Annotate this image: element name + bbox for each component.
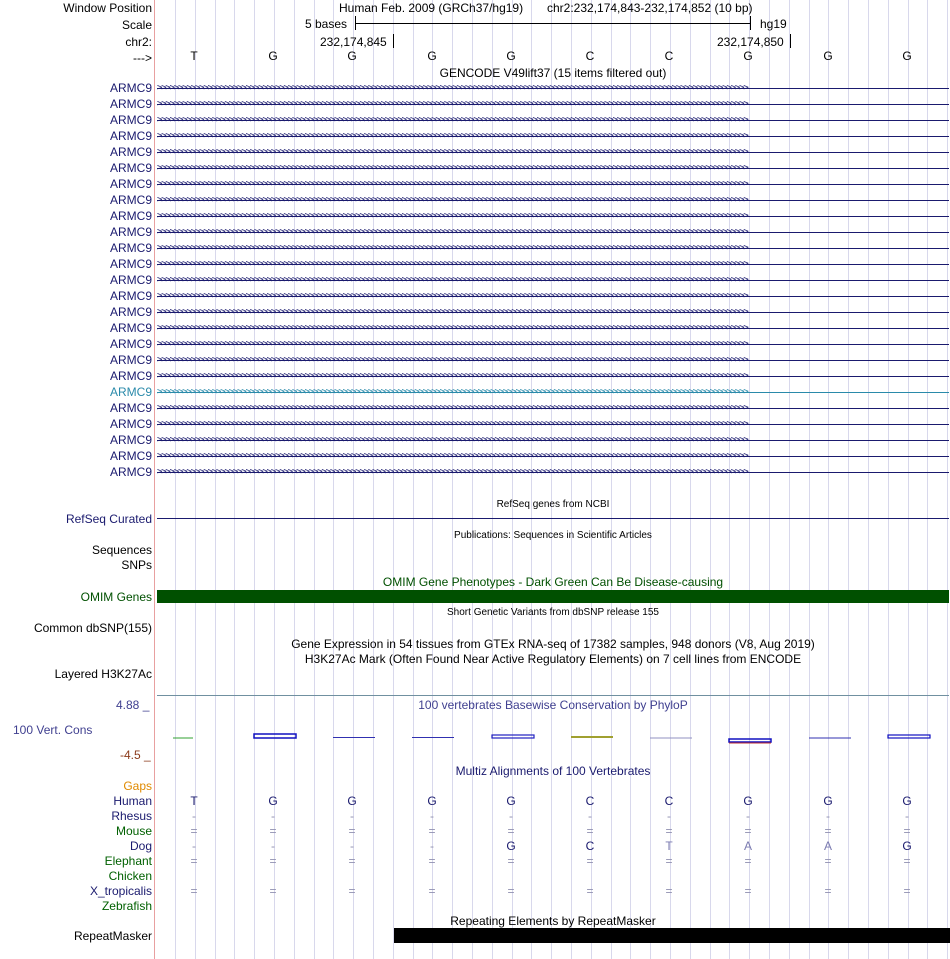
multiz-base: = <box>190 884 198 898</box>
multiz-base: - <box>271 809 275 823</box>
gencode-item-label[interactable]: ARMC9 <box>109 385 152 399</box>
multiz-species-label[interactable]: Gaps <box>123 779 152 793</box>
multiz-species-label[interactable]: Chicken <box>108 869 152 883</box>
phylop-mark-5 <box>492 735 534 738</box>
grid-line <box>769 0 770 959</box>
gencode-strand-arrows: >>>>>>>>>>>>>>>>>>>>>>>>>>>>>>>>>>>>>>>>>>>>>>>>>>>>>>>>>>>>>>>>>>>>>>>>>>>>>>>>>>>>>>>>>>>>>>>>>>>>>>>>>>>>>>>>>>>>>>>>>>>>>>>>>>>>>>>>>>>> <box>157 276 748 285</box>
multiz-base: = <box>665 854 673 868</box>
multiz-base: - <box>192 839 196 853</box>
gencode-item-label[interactable]: ARMC9 <box>109 161 152 175</box>
grid-line <box>947 0 948 959</box>
multiz-base: G <box>347 794 357 808</box>
gencode-item-label[interactable]: ARMC9 <box>109 273 152 287</box>
scale-bar-right-tick <box>750 16 751 30</box>
publications-title[interactable]: Publications: Sequences in Scientific Articles <box>454 530 652 541</box>
multiz-base: = <box>586 884 594 898</box>
grid-line <box>789 0 790 959</box>
multiz-base: - <box>667 809 671 823</box>
multiz-base: G <box>427 794 437 808</box>
gencode-strand-arrows: >>>>>>>>>>>>>>>>>>>>>>>>>>>>>>>>>>>>>>>>>>>>>>>>>>>>>>>>>>>>>>>>>>>>>>>>>>>>>>>>>>>>>>>>>>>>>>>>>>>>>>>>>>>>>>>>>>>>>>>>>>>>>>>>>>>>>>>>>>>> <box>157 116 748 125</box>
grid-line <box>234 0 235 959</box>
refseq-line[interactable] <box>157 518 949 519</box>
assembly-text: Human Feb. 2009 (GRCh37/hg19) <box>339 1 524 15</box>
multiz-base: = <box>190 824 198 838</box>
scale-text: 5 bases <box>305 17 348 31</box>
multiz-species-label[interactable]: X_tropicalis <box>89 884 152 898</box>
multiz-base: G <box>268 794 278 808</box>
gencode-strand-arrows: >>>>>>>>>>>>>>>>>>>>>>>>>>>>>>>>>>>>>>>>>>>>>>>>>>>>>>>>>>>>>>>>>>>>>>>>>>>>>>>>>>>>>>>>>>>>>>>>>>>>>>>>>>>>>>>>>>>>>>>>>>>>>>>>>>>>>>>>>>>> <box>157 292 748 301</box>
gencode-strand-arrows: >>>>>>>>>>>>>>>>>>>>>>>>>>>>>>>>>>>>>>>>>>>>>>>>>>>>>>>>>>>>>>>>>>>>>>>>>>>>>>>>>>>>>>>>>>>>>>>>>>>>>>>>>>>>>>>>>>>>>>>>>>>>>>>>>>>>>>>>>>>> <box>157 84 748 93</box>
multiz-base: A <box>823 839 832 853</box>
gencode-strand-arrows: >>>>>>>>>>>>>>>>>>>>>>>>>>>>>>>>>>>>>>>>>>>>>>>>>>>>>>>>>>>>>>>>>>>>>>>>>>>>>>>>>>>>>>>>>>>>>>>>>>>>>>>>>>>>>>>>>>>>>>>>>>>>>>>>>>>>>>>>>>>> <box>157 340 748 349</box>
refseq-title[interactable]: RefSeq genes from NCBI <box>496 499 610 510</box>
multiz-base: = <box>269 824 277 838</box>
grid-line <box>927 0 928 959</box>
pos-left-tick <box>393 34 394 48</box>
grid-line <box>650 0 651 959</box>
multiz-base: - <box>588 809 592 823</box>
multiz-base: G <box>506 794 516 808</box>
grid-line <box>611 0 612 959</box>
multiz-base: = <box>507 884 515 898</box>
multiz-base: = <box>744 824 752 838</box>
multiz-base: = <box>348 884 356 898</box>
multiz-base: G <box>743 794 753 808</box>
grid-line <box>472 0 473 959</box>
grid-line <box>809 0 810 959</box>
pos-right-text: 232,174,850 <box>717 35 784 49</box>
grid-line <box>729 0 730 959</box>
multiz-base: = <box>269 884 277 898</box>
dbsnp-title[interactable]: Short Genetic Variants from dbSNP release 155 <box>447 607 659 618</box>
multiz-base: = <box>586 854 594 868</box>
base-letter: G <box>902 49 912 63</box>
gencode-item-label[interactable]: ARMC9 <box>109 97 152 111</box>
gencode-item-label[interactable]: ARMC9 <box>109 305 152 319</box>
multiz-base: - <box>826 809 830 823</box>
scale-label: Scale <box>121 18 152 32</box>
gencode-item-label[interactable]: ARMC9 <box>109 289 152 303</box>
grid-line <box>690 0 691 959</box>
grid-line <box>868 0 869 959</box>
gencode-strand-arrows: >>>>>>>>>>>>>>>>>>>>>>>>>>>>>>>>>>>>>>>>>>>>>>>>>>>>>>>>>>>>>>>>>>>>>>>>>>>>>>>>>>>>>>>>>>>>>>>>>>>>>>>>>>>>>>>>>>>>>>>>>>>>>>>>>>>>>>>>>>>> <box>157 356 748 365</box>
gencode-strand-arrows: >>>>>>>>>>>>>>>>>>>>>>>>>>>>>>>>>>>>>>>>>>>>>>>>>>>>>>>>>>>>>>>>>>>>>>>>>>>>>>>>>>>>>>>>>>>>>>>>>>>>>>>>>>>>>>>>>>>>>>>>>>>>>>>>>>>>>>>>>>>> <box>157 308 748 317</box>
gencode-strand-arrows: >>>>>>>>>>>>>>>>>>>>>>>>>>>>>>>>>>>>>>>>>>>>>>>>>>>>>>>>>>>>>>>>>>>>>>>>>>>>>>>>>>>>>>>>>>>>>>>>>>>>>>>>>>>>>>>>>>>>>>>>>>>>>>>>>>>>>>>>>>>> <box>157 196 748 205</box>
grid-line <box>393 0 394 959</box>
gencode-item-label[interactable]: ARMC9 <box>109 337 152 351</box>
gencode-strand-arrows: >>>>>>>>>>>>>>>>>>>>>>>>>>>>>>>>>>>>>>>>>>>>>>>>>>>>>>>>>>>>>>>>>>>>>>>>>>>>>>>>>>>>>>>>>>>>>>>>>>>>>>>>>>>>>>>>>>>>>>>>>>>>>>>>>>>>>>>>>>>> <box>157 452 748 461</box>
multiz-species-label[interactable]: Human <box>113 794 152 808</box>
grid-line <box>294 0 295 959</box>
multiz-base: = <box>903 884 911 898</box>
gencode-item-label[interactable]: ARMC9 <box>109 257 152 271</box>
gencode-strand-arrows: >>>>>>>>>>>>>>>>>>>>>>>>>>>>>>>>>>>>>>>>>>>>>>>>>>>>>>>>>>>>>>>>>>>>>>>>>>>>>>>>>>>>>>>>>>>>>>>>>>>>>>>>>>>>>>>>>>>>>>>>>>>>>>>>>>>>>>>>>>>> <box>157 132 748 141</box>
multiz-base: = <box>428 854 436 868</box>
gtex-title[interactable]: Gene Expression in 54 tissues from GTEx RNA-seq of 17382 samples, 948 donors (V8, Aug 2019) <box>291 637 815 651</box>
multiz-base: - <box>430 839 434 853</box>
phylop-title[interactable]: 100 vertebrates Basewise Conservation by PhyloP <box>418 698 688 712</box>
gencode-item-label[interactable]: ARMC9 <box>109 81 152 95</box>
base-letter: C <box>585 49 595 63</box>
grid-line <box>373 0 374 959</box>
multiz-species-label[interactable]: Zebrafish <box>101 899 152 913</box>
gencode-item-label[interactable]: ARMC9 <box>109 417 152 431</box>
gencode-strand-arrows: >>>>>>>>>>>>>>>>>>>>>>>>>>>>>>>>>>>>>>>>>>>>>>>>>>>>>>>>>>>>>>>>>>>>>>>>>>>>>>>>>>>>>>>>>>>>>>>>>>>>>>>>>>>>>>>>>>>>>>>>>>>>>>>>>>>>>>>>>>>> <box>157 244 748 253</box>
pos-left-text: 232,174,845 <box>320 35 387 49</box>
grid-line <box>413 0 414 959</box>
multiz-base: = <box>190 854 198 868</box>
grid-line <box>710 0 711 959</box>
grid-line <box>571 0 572 959</box>
multiz-base: - <box>350 809 354 823</box>
gencode-strand-arrows: >>>>>>>>>>>>>>>>>>>>>>>>>>>>>>>>>>>>>>>>>>>>>>>>>>>>>>>>>>>>>>>>>>>>>>>>>>>>>>>>>>>>>>>>>>>>>>>>>>>>>>>>>>>>>>>>>>>>>>>>>>>>>>>>>>>>>>>>>>>> <box>157 468 748 477</box>
gencode-item-label[interactable]: ARMC9 <box>109 129 152 143</box>
repeatmasker-title[interactable]: Repeating Elements by RepeatMasker <box>450 914 656 928</box>
gencode-item-label[interactable]: ARMC9 <box>109 193 152 207</box>
scale-bar <box>355 23 750 24</box>
gencode-strand-arrows: >>>>>>>>>>>>>>>>>>>>>>>>>>>>>>>>>>>>>>>>>>>>>>>>>>>>>>>>>>>>>>>>>>>>>>>>>>>>>>>>>>>>>>>>>>>>>>>>>>>>>>>>>>>>>>>>>>>>>>>>>>>>>>>>>>>>>>>>>>>> <box>157 388 748 397</box>
gencode-item-label[interactable]: ARMC9 <box>109 241 152 255</box>
h3k27ac-baseline <box>157 695 949 696</box>
multiz-base: T <box>190 794 198 808</box>
label-separator <box>154 0 155 959</box>
multiz-species-label[interactable]: Mouse <box>115 824 152 838</box>
gencode-item-label[interactable]: ARMC9 <box>109 145 152 159</box>
refseq-label[interactable]: RefSeq Curated <box>65 512 152 526</box>
gencode-title[interactable]: GENCODE V49lift37 (15 items filtered out) <box>439 66 667 80</box>
gencode-strand-arrows: >>>>>>>>>>>>>>>>>>>>>>>>>>>>>>>>>>>>>>>>>>>>>>>>>>>>>>>>>>>>>>>>>>>>>>>>>>>>>>>>>>>>>>>>>>>>>>>>>>>>>>>>>>>>>>>>>>>>>>>>>>>>>>>>>>>>>>>>>>>> <box>157 228 748 237</box>
gencode-item-label[interactable]: ARMC9 <box>109 113 152 127</box>
multiz-base: = <box>665 824 673 838</box>
phylop-mark-2 <box>254 734 296 738</box>
gencode-strand-arrows: >>>>>>>>>>>>>>>>>>>>>>>>>>>>>>>>>>>>>>>>>>>>>>>>>>>>>>>>>>>>>>>>>>>>>>>>>>>>>>>>>>>>>>>>>>>>>>>>>>>>>>>>>>>>>>>>>>>>>>>>>>>>>>>>>>>>>>>>>>>> <box>157 212 748 221</box>
grid-line <box>492 0 493 959</box>
multiz-base: = <box>507 824 515 838</box>
snps-label[interactable]: SNPs <box>121 558 152 572</box>
multiz-base: - <box>905 809 909 823</box>
dbsnp-label[interactable]: Common dbSNP(155) <box>33 621 152 635</box>
gencode-item-label[interactable]: ARMC9 <box>109 369 152 383</box>
scale-db: hg19 <box>760 17 787 31</box>
multiz-base: = <box>428 824 436 838</box>
multiz-species-label[interactable]: Rhesus <box>111 809 152 823</box>
gencode-strand-arrows: >>>>>>>>>>>>>>>>>>>>>>>>>>>>>>>>>>>>>>>>>>>>>>>>>>>>>>>>>>>>>>>>>>>>>>>>>>>>>>>>>>>>>>>>>>>>>>>>>>>>>>>>>>>>>>>>>>>>>>>>>>>>>>>>>>>>>>>>>>>> <box>157 260 748 269</box>
base-letter: G <box>506 49 516 63</box>
gencode-strand-arrows: >>>>>>>>>>>>>>>>>>>>>>>>>>>>>>>>>>>>>>>>>>>>>>>>>>>>>>>>>>>>>>>>>>>>>>>>>>>>>>>>>>>>>>>>>>>>>>>>>>>>>>>>>>>>>>>>>>>>>>>>>>>>>>>>>>>>>>>>>>>> <box>157 164 748 173</box>
multiz-base: - <box>430 809 434 823</box>
chrom-label: chr2: <box>125 35 152 49</box>
h3k27ac-title[interactable]: H3K27Ac Mark (Often Found Near Active Regulatory Elements) on 7 cell lines from ENCODE <box>304 652 802 666</box>
multiz-base: = <box>665 884 673 898</box>
grid-line <box>175 0 176 959</box>
gencode-item-label[interactable]: ARMC9 <box>109 401 152 415</box>
gencode-item-label[interactable]: ARMC9 <box>109 465 152 479</box>
gencode-item-label[interactable]: ARMC9 <box>109 321 152 335</box>
phylop-mark-8 <box>729 739 771 742</box>
position-text[interactable]: chr2:232,174,843-232,174,852 (10 bp) <box>547 1 753 15</box>
base-letter: G <box>347 49 357 63</box>
grid-line <box>531 0 532 959</box>
multiz-base: - <box>271 839 275 853</box>
multiz-base: T <box>665 839 673 853</box>
base-letter: G <box>823 49 833 63</box>
multiz-base: = <box>824 854 832 868</box>
h3k27ac-label[interactable]: Layered H3K27Ac <box>54 667 152 681</box>
multiz-base: = <box>824 824 832 838</box>
multiz-base: C <box>585 839 595 853</box>
multiz-base: = <box>744 884 752 898</box>
multiz-base: G <box>902 794 912 808</box>
gencode-item-label[interactable]: ARMC9 <box>109 433 152 447</box>
multiz-base: - <box>192 809 196 823</box>
multiz-base: = <box>269 854 277 868</box>
grid-line <box>314 0 315 959</box>
grid-line <box>215 0 216 959</box>
repeatmasker-bar[interactable] <box>394 928 950 943</box>
multiz-base: C <box>585 794 595 808</box>
gencode-item-label[interactable]: ARMC9 <box>109 209 152 223</box>
multiz-base: G <box>506 839 516 853</box>
grid-line <box>848 0 849 959</box>
multiz-base: = <box>348 854 356 868</box>
multiz-base: - <box>350 839 354 853</box>
pos-right-tick <box>790 34 791 48</box>
gencode-item-label[interactable]: ARMC9 <box>109 177 152 191</box>
multiz-species-label[interactable]: Elephant <box>104 854 152 868</box>
omim-title[interactable]: OMIM Gene Phenotypes - Dark Green Can Be Disease-causing <box>382 575 724 589</box>
multiz-base: = <box>428 884 436 898</box>
gencode-strand-arrows: >>>>>>>>>>>>>>>>>>>>>>>>>>>>>>>>>>>>>>>>>>>>>>>>>>>>>>>>>>>>>>>>>>>>>>>>>>>>>>>>>>>>>>>>>>>>>>>>>>>>>>>>>>>>>>>>>>>>>>>>>>>>>>>>>>>>>>>>>>>> <box>157 148 748 157</box>
grid-line <box>888 0 889 959</box>
gencode-item-label[interactable]: ARMC9 <box>109 449 152 463</box>
base-letter: C <box>664 49 674 63</box>
sequences-label[interactable]: Sequences <box>91 543 152 557</box>
multiz-base: = <box>903 824 911 838</box>
gencode-strand-arrows: >>>>>>>>>>>>>>>>>>>>>>>>>>>>>>>>>>>>>>>>>>>>>>>>>>>>>>>>>>>>>>>>>>>>>>>>>>>>>>>>>>>>>>>>>>>>>>>>>>>>>>>>>>>>>>>>>>>>>>>>>>>>>>>>>>>>>>>>>>>> <box>157 404 748 413</box>
multiz-base: = <box>348 824 356 838</box>
multiz-species-label[interactable]: Dog <box>129 839 152 853</box>
window-position-label: Window Position <box>63 1 152 15</box>
gencode-item-label[interactable]: ARMC9 <box>109 353 152 367</box>
multiz-base: A <box>743 839 752 853</box>
base-letter: T <box>190 49 198 63</box>
gencode-item-label[interactable]: ARMC9 <box>109 225 152 239</box>
phylop-graph[interactable] <box>157 728 949 748</box>
gencode-strand-arrows: >>>>>>>>>>>>>>>>>>>>>>>>>>>>>>>>>>>>>>>>>>>>>>>>>>>>>>>>>>>>>>>>>>>>>>>>>>>>>>>>>>>>>>>>>>>>>>>>>>>>>>>>>>>>>>>>>>>>>>>>>>>>>>>>>>>>>>>>>>>> <box>157 180 748 189</box>
multiz-title[interactable]: Multiz Alignments of 100 Vertebrates <box>455 764 651 778</box>
multiz-base: - <box>746 809 750 823</box>
multiz-base: = <box>744 854 752 868</box>
gencode-strand-arrows: >>>>>>>>>>>>>>>>>>>>>>>>>>>>>>>>>>>>>>>>>>>>>>>>>>>>>>>>>>>>>>>>>>>>>>>>>>>>>>>>>>>>>>>>>>>>>>>>>>>>>>>>>>>>>>>>>>>>>>>>>>>>>>>>>>>>>>>>>>>> <box>157 372 748 381</box>
base-letter: G <box>268 49 278 63</box>
multiz-base: = <box>824 884 832 898</box>
phylop-mark-10 <box>888 735 930 738</box>
omim-bar[interactable] <box>157 590 949 603</box>
base-letter: G <box>743 49 753 63</box>
grid-line <box>452 0 453 959</box>
multiz-base: G <box>902 839 912 853</box>
grid-line <box>254 0 255 959</box>
phylop-max: 4.88 _ <box>116 698 150 712</box>
gencode-strand-arrows: >>>>>>>>>>>>>>>>>>>>>>>>>>>>>>>>>>>>>>>>>>>>>>>>>>>>>>>>>>>>>>>>>>>>>>>>>>>>>>>>>>>>>>>>>>>>>>>>>>>>>>>>>>>>>>>>>>>>>>>>>>>>>>>>>>>>>>>>>>>> <box>157 100 748 109</box>
base-letter: G <box>427 49 437 63</box>
gencode-strand-arrows: >>>>>>>>>>>>>>>>>>>>>>>>>>>>>>>>>>>>>>>>>>>>>>>>>>>>>>>>>>>>>>>>>>>>>>>>>>>>>>>>>>>>>>>>>>>>>>>>>>>>>>>>>>>>>>>>>>>>>>>>>>>>>>>>>>>>>>>>>>>> <box>157 420 748 429</box>
multiz-base: = <box>507 854 515 868</box>
repeatmasker-label[interactable]: RepeatMasker <box>73 929 152 943</box>
multiz-base: = <box>586 824 594 838</box>
strand-label: ---> <box>133 51 152 65</box>
grid-line <box>333 0 334 959</box>
multiz-base: - <box>509 809 513 823</box>
scale-bar-left-tick <box>355 16 356 30</box>
omim-label[interactable]: OMIM Genes <box>80 590 152 604</box>
gencode-strand-arrows: >>>>>>>>>>>>>>>>>>>>>>>>>>>>>>>>>>>>>>>>>>>>>>>>>>>>>>>>>>>>>>>>>>>>>>>>>>>>>>>>>>>>>>>>>>>>>>>>>>>>>>>>>>>>>>>>>>>>>>>>>>>>>>>>>>>>>>>>>>>> <box>157 324 748 333</box>
multiz-base: = <box>903 854 911 868</box>
gencode-strand-arrows: >>>>>>>>>>>>>>>>>>>>>>>>>>>>>>>>>>>>>>>>>>>>>>>>>>>>>>>>>>>>>>>>>>>>>>>>>>>>>>>>>>>>>>>>>>>>>>>>>>>>>>>>>>>>>>>>>>>>>>>>>>>>>>>>>>>>>>>>>>>> <box>157 436 748 445</box>
grid-line <box>551 0 552 959</box>
multiz-base: G <box>823 794 833 808</box>
grid-line <box>630 0 631 959</box>
phylop-label[interactable]: 100 Vert. Cons <box>13 723 93 737</box>
multiz-base: C <box>664 794 674 808</box>
phylop-min: -4.5 _ <box>120 748 151 762</box>
